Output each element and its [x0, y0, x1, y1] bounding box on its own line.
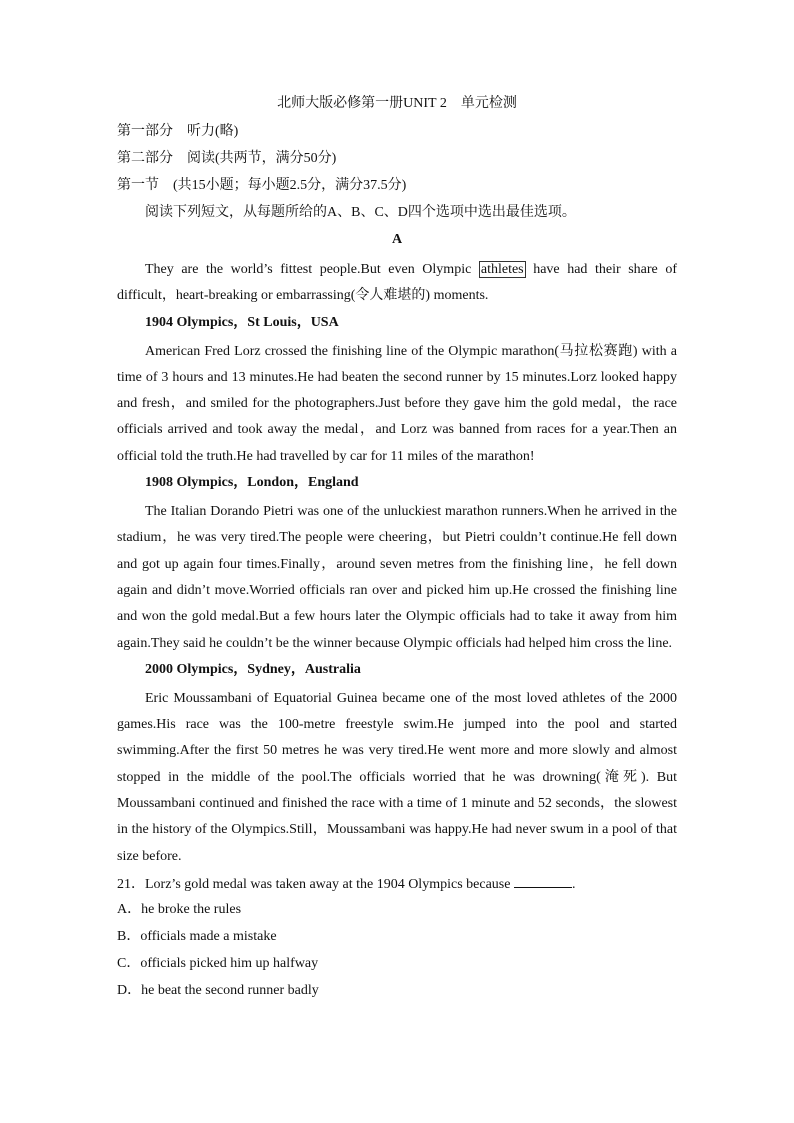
instruction-text: 阅读下列短文，从每题所给的A、B、C、D四个选项中选出最佳选项。	[145, 205, 576, 220]
question-21-stem	[117, 873, 677, 900]
option-c: C．officials picked him up halfway	[117, 955, 319, 971]
passage-label: A	[391, 232, 403, 247]
highlighted-word: athletes	[480, 262, 524, 277]
option-d: D．he beat the second runner badly	[117, 982, 319, 998]
question-stem-end: .	[571, 876, 576, 892]
story-text-1904: American Fred Lorz crossed the finishing line of the Olympic marathon(马拉松赛跑) with a time of 3 hours and 13 minutes.He had beaten the second runner by 15 minutes.Lorz looked happy and fresh，and smiled for the photographers.Just before they gave him the gold medal，the race officials arrived and took away the medal，and Lorz was banned from races for a year.Then an official told the truth.He had travelled by car for 11 miles of the marathon!	[117, 343, 677, 464]
intro-text-start: They are the world’s fittest people.But even Olympic	[145, 262, 479, 277]
document-page	[117, 94, 677, 1008]
story-heading-1908: 1908 Olympics，London，England	[145, 475, 359, 491]
passage-intro	[117, 257, 677, 310]
part-two-heading: 第二部分 阅读(共两节，满分50分)	[117, 151, 337, 166]
part-one-heading: 第一部分 听力(略)	[117, 124, 239, 139]
answer-blank	[514, 873, 572, 888]
story-text-1908: The Italian Dorando Pietri was one of the unluckiest marathon runners.When he arrived in the stadium，he was very tired.The people were cheering，but Pietri couldn’t continue.He fell down and got up again four times.Finally，around seven metres from the finishing line，he fell down again and didn’t move.Worried officials ran over and picked him up.He crossed the finishing line and won the gold medal.But a few hours later the Olympic officials had to take it away from him again.They said he couldn’t be the winner because Olympic officials had helped him cross the line.	[117, 504, 677, 651]
document-title: 北师大版必修第一册UNIT 2 单元检测	[277, 96, 517, 111]
option-a: A．he broke the rules	[117, 901, 242, 917]
section-one-heading: 第一节 (共15小题；每小题2.5分，满分37.5分)	[117, 178, 407, 193]
story-heading-1904: 1904 Olympics，St Louis，USA	[145, 314, 339, 330]
option-b: B．officials made a mistake	[117, 928, 277, 944]
intro-text-end: have had their share of difficult，heart-breaking or embarrassing(令人难堪的) moments.	[117, 262, 677, 304]
story-text-2000: Eric Moussambani of Equatorial Guinea became one of the most loved athletes of the 2000 games.His race was the 100-metre freestyle swim.He jumped into the pool and started swimming.After the first 50 metres he was very tired.He went more and more slowly and almost stopped in the middle of the pool.The officials worried that he was drowning(淹死). But Moussambani continued and finished the race with a time of 1 minute and 52 seconds，the slowest in the history of the Olympics.Still，Moussambani was happy.He had never swum in a pool of that size before.	[117, 690, 677, 864]
story-heading-2000: 2000 Olympics，Sydney，Australia	[145, 661, 361, 677]
question-stem-text: 21．Lorz’s gold medal was taken away at the 1904 Olympics because	[117, 876, 514, 892]
